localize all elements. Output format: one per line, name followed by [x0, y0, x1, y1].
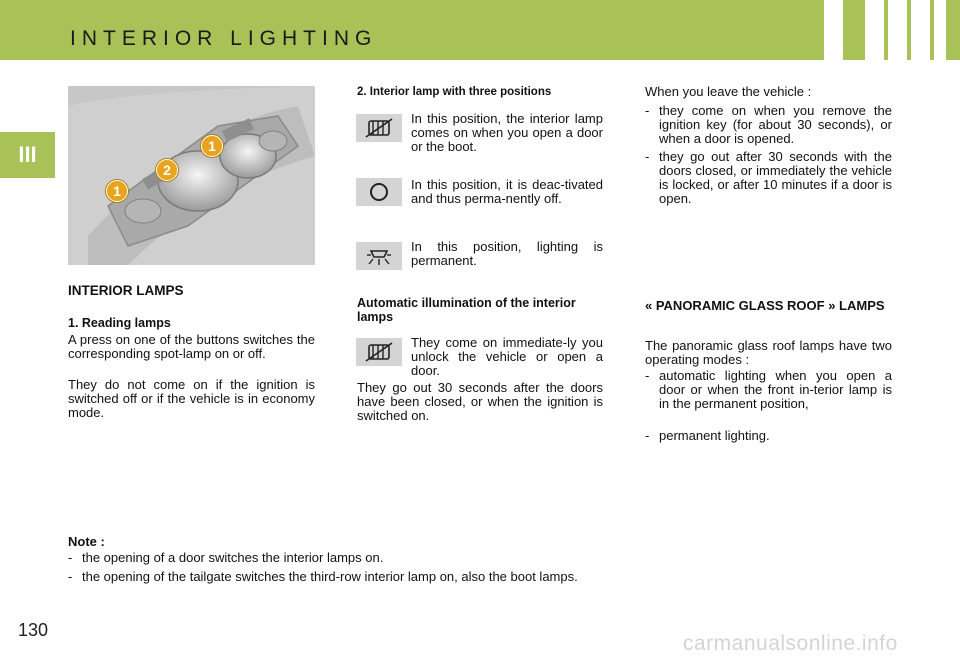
- position-3-text: In this position, lighting is permanent.: [411, 239, 603, 268]
- note-title: Note :: [68, 534, 105, 549]
- callout-2: 2: [156, 159, 178, 181]
- panoramic-item-2-text: permanent lighting.: [659, 428, 770, 443]
- permanent-light-icon: [356, 242, 402, 270]
- reading-lamps-text-2: They do not come on if the ignition is switched off or if the vehicle is in economy mode.: [68, 377, 315, 420]
- page-number: 130: [18, 620, 49, 640]
- leave-item-2: - they go out after 30 seconds with the doors closed, or immediately the vehicle is locked, or after 10 minutes if a door is open.: [645, 149, 892, 206]
- leave-item-1: - they come on when you remove the ignition key (for about 30 seconds), or when a door is opened.: [645, 103, 892, 146]
- leave-vehicle-intro: When you leave the vehicle :: [645, 84, 812, 99]
- interior-lamps-title: INTERIOR LAMPS: [68, 283, 184, 298]
- note-item-1-text: the opening of a door switches the interior lamps on.: [82, 550, 384, 565]
- note-item-2: - the opening of the tailgate switches the third-row interior lamp on, also the boot lamps.: [68, 570, 828, 584]
- note-item-2-text: the opening of the tailgate switches the third-row interior lamp on, also the boot lamps.: [82, 569, 578, 584]
- watermark: carmanualsonline.info: [683, 632, 898, 655]
- panoramic-item-1: - automatic lighting when you open a door or when the front in-terior lamp is in the permanent position,: [645, 368, 892, 411]
- interior-lamp-photo: [68, 86, 315, 265]
- three-position-lamp-title: 2. Interior lamp with three positions: [357, 86, 552, 98]
- header-stripe-gap: [847, 0, 861, 60]
- header-stripe: [865, 0, 884, 60]
- automatic-illumination-title: Automatic illumination of the interior lamps: [357, 296, 576, 324]
- header-stripe: [824, 0, 843, 60]
- callout-1-right: 1: [201, 135, 223, 157]
- automatic-icon-text: They come on immediate-ly you unlock the vehicle or open a door.: [411, 335, 603, 378]
- reading-lamps-title: 1. Reading lamps: [68, 316, 171, 330]
- leave-item-1-text: they come on when you remove the ignition key (for about 30 seconds), or when a door is opened.: [659, 103, 892, 146]
- note-item-1: - the opening of a door switches the interior lamps on.: [68, 551, 828, 565]
- header-stripe: [934, 0, 946, 60]
- off-circle-icon: [356, 178, 402, 206]
- panoramic-item-1-text: automatic lighting when you open a door or when the front in-terior lamp is in the permanent position,: [659, 368, 892, 411]
- header-stripe: [888, 0, 907, 60]
- reading-lamps-text-1: A press on one of the buttons switches the corresponding spot-lamp on or off.: [68, 332, 315, 361]
- callout-1-left: 1: [106, 180, 128, 202]
- panoramic-item-2: - permanent lighting.: [645, 429, 892, 443]
- door-lamp-icon: [356, 114, 402, 142]
- automatic-after-text: They go out 30 seconds after the doors have been closed, or when the ignition is switched on.: [357, 380, 603, 423]
- position-2-text: In this position, it is deac-tivated and thus perma-nently off.: [411, 177, 603, 206]
- leave-item-2-text: they go out after 30 seconds with the doors closed, or immediately the vehicle is locked, or after 10 minutes if a door is open.: [659, 149, 892, 206]
- page-title: INTERIOR LIGHTING: [70, 27, 378, 50]
- panoramic-roof-title: « PANORAMIC GLASS ROOF » LAMPS: [645, 298, 885, 313]
- chapter-tab: III: [0, 132, 55, 178]
- position-1-text: In this position, the interior lamp comes on when you open a door or the boot.: [411, 111, 603, 154]
- header-stripe: [911, 0, 930, 60]
- door-lamp-icon: [356, 338, 402, 366]
- panoramic-intro: The panoramic glass roof lamps have two operating modes :: [645, 338, 892, 367]
- page-header: [0, 0, 960, 60]
- roof-console-illustration: [68, 86, 315, 265]
